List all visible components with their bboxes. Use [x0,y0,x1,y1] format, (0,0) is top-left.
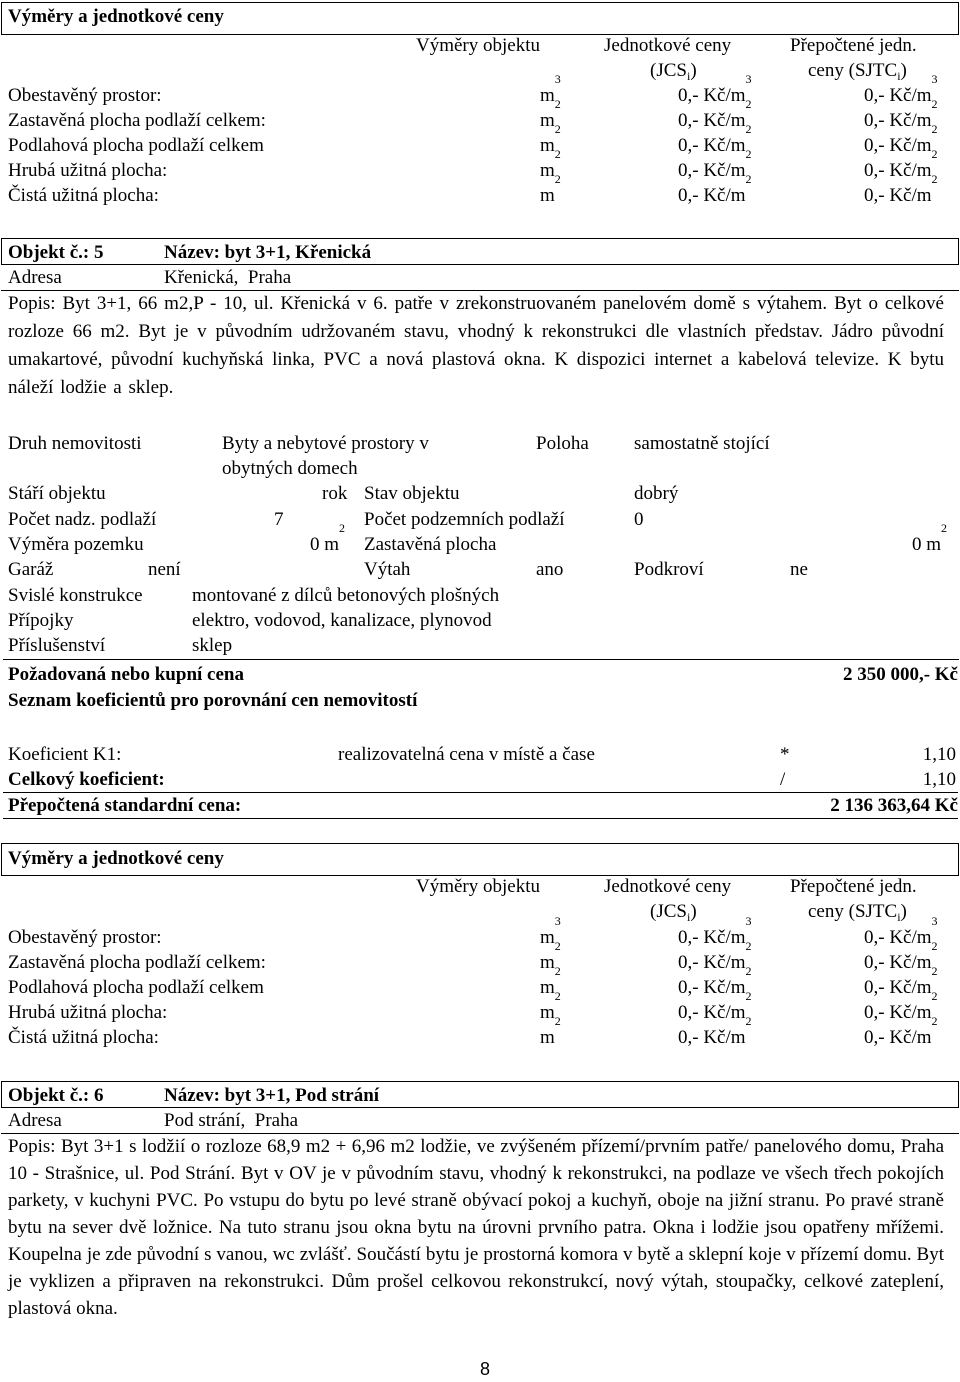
row-label: Obestavěný prostor: [8,85,162,106]
row-sjtc: 0,- $Kč/m^3$ [864,914,938,948]
row-unit: $m^2$ [540,939,561,973]
svisle-value: montované z dílců betonových plošných [192,585,500,606]
row-sjtc: 0,- $Kč/m^3$ [864,72,938,106]
row-unit: $m^2$ [540,147,561,181]
table-row [0,147,960,183]
podz-label: Počet podzemních podlaží [364,509,565,530]
row-unit: $m^2$ [540,122,561,156]
garaz-label: Garáž [8,559,54,580]
row-jcs: 0,- $Kč/m^2$ [678,964,752,998]
section1-col-jcs-1: Jednotkové ceny [604,35,732,56]
object5-header-box [1,238,959,265]
section1-col-vymery: Výměry objektu [416,35,541,56]
vytah-value: ano [536,559,564,580]
druh-label: Druh nemovitosti [8,433,142,454]
prisl-value: sklep [192,635,233,656]
podkrovi-label: Podkroví [634,559,704,580]
object5-address-value: Křenická, Praha [164,267,292,288]
k1-value: 1,10 [922,744,956,765]
row-jcs: 0,- $Kč/m^2$ [678,147,752,181]
table-row [0,72,960,108]
svisle-label: Svislé konstrukce [8,585,143,606]
section2-col-vymery: Výměry objektu [416,876,541,897]
row-label: Čistá užitná plocha: [8,1027,159,1048]
row-sjtc: 0,- $Kč/m^2$ [864,122,938,156]
celk-value: 1,10 [922,769,956,790]
object6-name: Název: byt 3+1, Pod strání [164,1085,380,1106]
section1-title: Výměry a jednotkové ceny [8,6,224,27]
prisl-label: Příslušenství [8,635,106,656]
row-unit: $m^2$ [540,172,561,206]
garaz-value: není [148,559,181,580]
pozemek-label: Výměra pozemku [8,534,144,555]
table-row [0,172,960,208]
row-label: Podlahová plocha podlaží celkem [8,977,264,998]
k1-label: Koeficient K1: [8,744,122,765]
row-sjtc: 0,- $Kč/m^2$ [864,964,938,998]
vytah-label: Výtah [364,559,411,580]
table-row [0,97,960,133]
stav-value: dobrý [634,483,679,504]
section2-col-sjtc-1: Přepočtené jedn. [790,876,917,897]
section1-col-jcs-2: $(JCS_i)$ [650,60,697,83]
podlazi-label: Počet nadz. podlaží [8,509,157,530]
section2-col-sjtc-2: ceny $(SJTC_i)$ [808,901,907,924]
object6-address-value: Pod strání, Praha [164,1110,299,1131]
row-label: Podlahová plocha podlaží celkem [8,135,264,156]
prep-underline [3,818,958,819]
row-sjtc: 0,- $Kč/m^2$ [864,1014,938,1048]
section2-title: Výměry a jednotkové ceny [8,848,224,869]
row-sjtc: 0,- $Kč/m^2$ [864,939,938,973]
pripojky-value: elektro, vodovod, kanalizace, plynovod [192,610,492,631]
row-label: Zastavěná plocha podlaží celkem: [8,110,266,131]
podz-value: 0 [634,509,644,530]
section2-col-jcs-1: Jednotkové ceny [604,876,732,897]
cena-label: Požadovaná nebo kupní cena [8,664,244,685]
row-label: Hrubá užitná plocha: [8,160,168,181]
row-unit: $m^3$ [540,72,561,106]
row-unit: $m^2$ [540,989,561,1023]
row-jcs: 0,- $Kč/m^3$ [678,72,752,106]
prep-label: Přepočtená standardní cena: [8,795,242,816]
stari-unit: rok [322,483,348,504]
table-row [0,122,960,158]
section1-col-sjtc-2: ceny $(SJTC_i)$ [808,60,907,83]
row-unit: $m^2$ [540,1014,561,1048]
row-label: Zastavěná plocha podlaží celkem: [8,952,266,973]
table-row [0,1014,960,1050]
table-row [0,989,960,1025]
table-row [0,964,960,1000]
object6-description: Popis: Byt 3+1 s lodžií o rozloze 68,9 m2 + 6,96 m2 lodžie, ve zvýšeném přízemí/prvním patře/ panelového domu, Praha 10 - Strašnice, ul. Pod Strání. Byt v OV je v původním stavu, vhodný k rekonstrukci, na podlaze ve všech třech pokojích parkety, v kuchyni PVC. Po vstupu do bytu po levé straně obývací pokoj a kuchyň, oboje na jižní stranu. Po pravé straně bytu na sever dvě ložnice. Na tuto stranu jsou okna bytu na úrovni prvního patra. Okna i lodžie jsou opatřeny mřížemi. Koupelna je zde původní s vanou, wc zvlášť. Součástí bytu je prostorná komora v bytě a sklepní koje v přízemí domu. Byt je vyklizen a připraven na rekonstrukci. Dům prošel celkovou rekonstrukcí, nový výtah, stoupačky, celkové zateplení, plastová okna. [8,1136,944,1319]
row-sjtc: 0,- $Kč/m^2$ [864,97,938,131]
row-jcs: 0,- $Kč/m^2$ [678,122,752,156]
section2-col-jcs-2: $(JCS_i)$ [650,901,697,924]
poloha-label: Poloha [536,433,589,454]
stari-label: Stáří objektu [8,483,106,504]
seznam-label: Seznam koeficientů pro porovnání cen nemovitostí [8,690,418,711]
cena-value: 2 350 000,- Kč [842,664,958,685]
zast-value: 0 $m^2$ [912,521,948,555]
k1-op: * [780,744,790,765]
table-row [0,939,960,975]
row-sjtc: 0,- $Kč/m^2$ [864,989,938,1023]
object5-number: Objekt č.: 5 [8,242,104,263]
object6-header-box [1,1081,959,1108]
k1-desc: realizovatelná cena v místě a čase [338,744,595,765]
row-unit: $m^2$ [540,964,561,998]
object6-number: Objekt č.: 6 [8,1085,104,1106]
pripojky-label: Přípojky [8,610,74,631]
pozemek-value: 0 $m^2$ [310,521,346,555]
table-row [0,914,960,950]
druh-value-2: obytných domech [222,458,358,479]
row-jcs: 0,- $Kč/m^2$ [678,939,752,973]
celk-label: Celkový koeficient: [8,769,165,790]
row-unit: $m^2$ [540,97,561,131]
zast-label: Zastavěná plocha [364,534,497,555]
page-number: 8 [479,1359,490,1379]
row-label: Hrubá užitná plocha: [8,1002,168,1023]
row-sjtc: 0,- $Kč/m^2$ [864,172,938,206]
row-sjtc: 0,- $Kč/m^2$ [864,147,938,181]
row-unit: $m^3$ [540,914,561,948]
object5-description: Popis: Byt 3+1, 66 m2,P - 10, ul. Křenická v 6. patře v zrekonstruovaném panelovém domě s výtahem. Byt o celkové rozloze 66 m2. Byt je v původním udržovaném stavu, vhodný k rekonstrukci dle vlastních představ. Jádro původní umakartové, původní kuchyňská linka, PVC a nová plastová okna. K dispozici internet a kabelová televize. K bytu náleží lodžie a sklep. [8,293,944,398]
row-label: Čistá užitná plocha: [8,185,159,206]
row-label: Obestavěný prostor: [8,927,162,948]
poloha-value: samostatně stojící [634,433,770,454]
row-jcs: 0,- $Kč/m^2$ [678,172,752,206]
object5-name: Název: byt 3+1, Křenická [164,242,372,263]
object5-address-label: Adresa [8,267,62,288]
podlazi-value: 7 [274,509,284,530]
object6-address-label: Adresa [8,1110,62,1131]
row-jcs: 0,- $Kč/m^3$ [678,914,752,948]
podkrovi-value: ne [790,559,808,580]
druh-value-1: Byty a nebytové prostory v [222,433,429,454]
section1-col-sjtc-1: Přepočtené jedn. [790,35,917,56]
row-jcs: 0,- $Kč/m^2$ [678,989,752,1023]
row-jcs: 0,- $Kč/m^2$ [678,1014,752,1048]
stav-label: Stav objektu [364,483,460,504]
celk-op: / [780,769,786,790]
prep-value: 2 136 363,64 Kč [830,795,958,816]
row-jcs: 0,- $Kč/m^2$ [678,97,752,131]
